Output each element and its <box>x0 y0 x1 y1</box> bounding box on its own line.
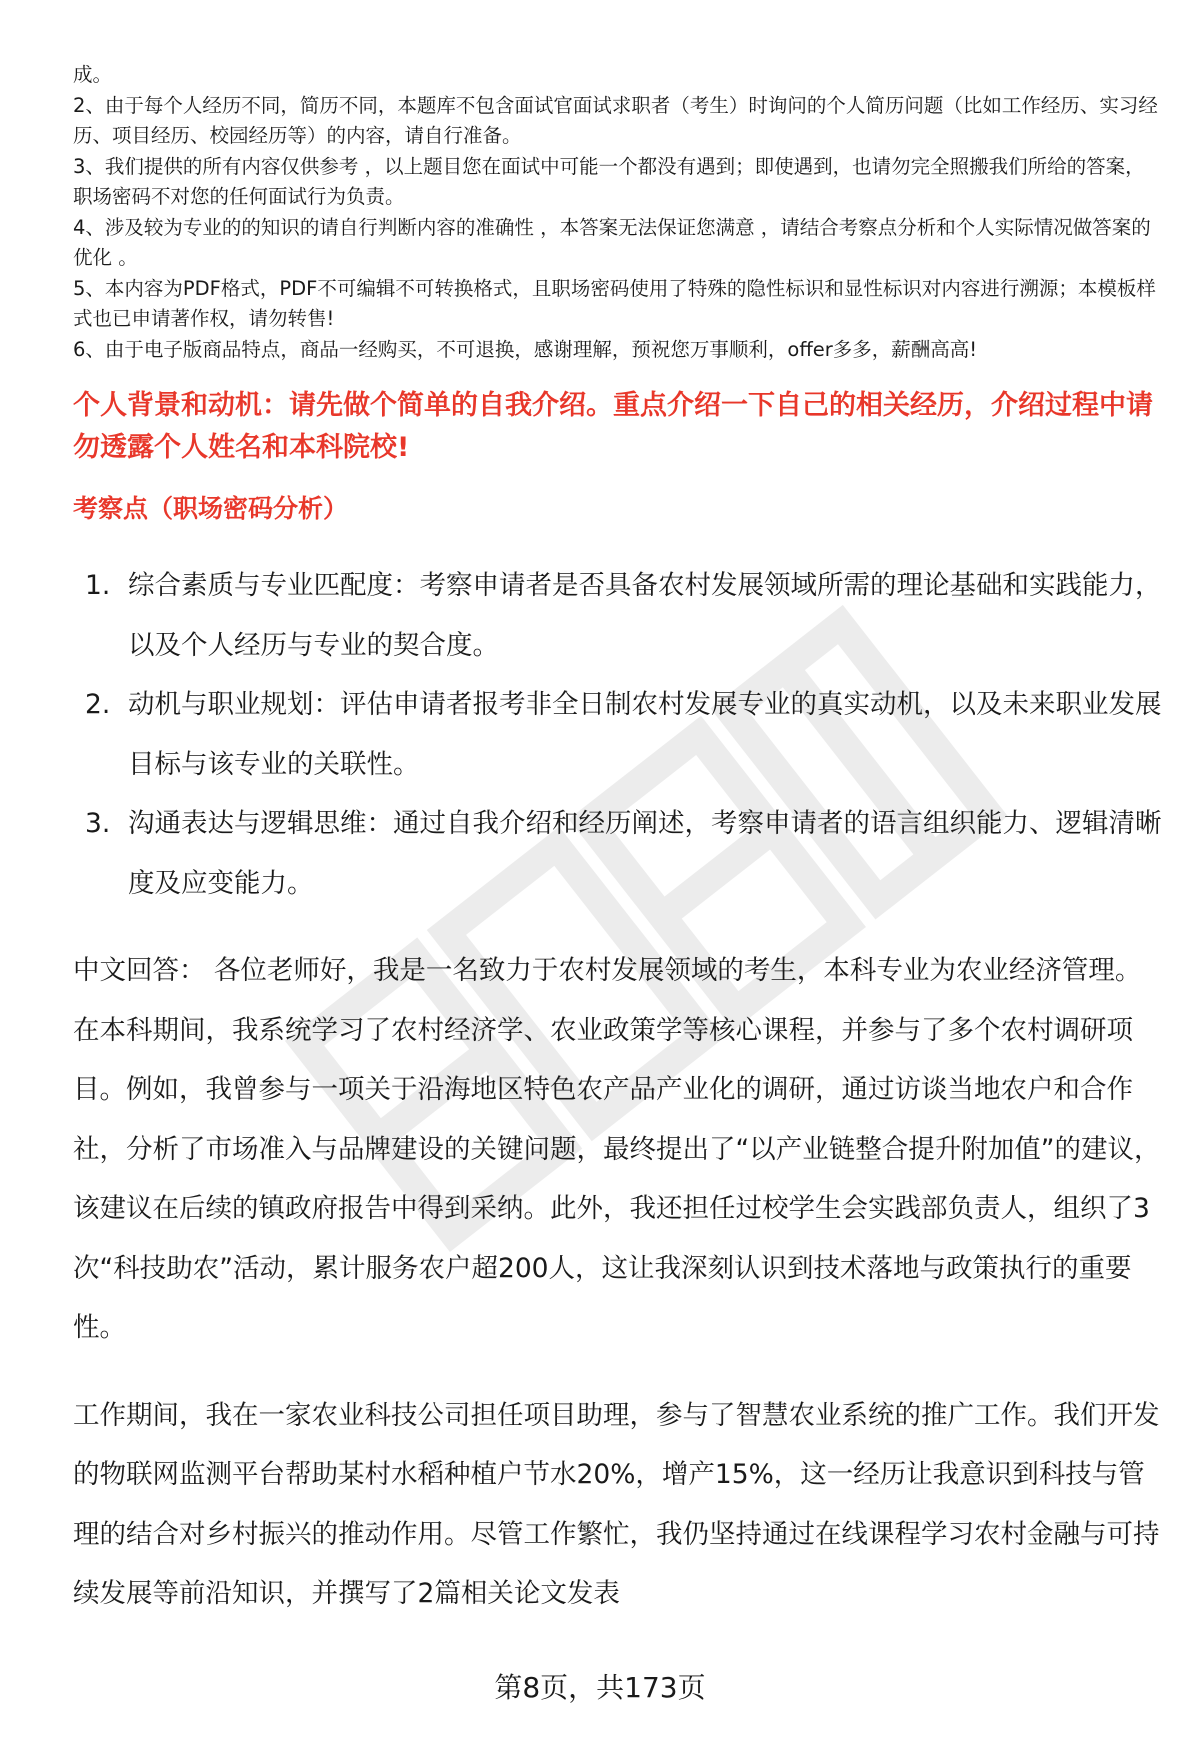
list-text: 综合素质与专业匹配度：考察申请者是否具备农村发展领域所需的理论基础和实践能力，以及个人经历与专业的契合度。 <box>128 570 1162 661</box>
note-line: 2、由于每个人经历不同，简历不同，本题库不包含面试官面试求职者（考生）时询问的个人简历问题（比如工作经历、实习经历、项目经历、校园经历等）的内容，请自行准备。 <box>73 93 1158 147</box>
list-number: 1. <box>85 570 111 601</box>
list-text: 沟通表达与逻辑思维：通过自我介绍和经历阐述，考察申请者的语言组织能力、逻辑清晰度及应变能力。 <box>128 808 1162 899</box>
page-number: 第8页，共173页 <box>494 1671 706 1704</box>
note-line: 成。 <box>73 63 113 86</box>
answer-paragraph: 中文回答： 各位老师好，我是一名致力于农村发展领域的考生，本科专业为农业经济管理。在本科期间，我系统学习了农村经济学、农业政策学等核心课程，并参与了多个农村调研项目。例如，我曾参与一项关于沿海地区特色农产品产业化的调研，通过访谈当地农户和合作社，分析了市场准入与品牌建设的关键问题，最终提出了“以产业链整合提升附加值”的建议，该建议在后续的镇政府报告中得到采纳。此外，我还担任过校学生会实践部负责人，组织了3次“科技助农”活动，累计服务农户超200人，这让我深刻认识到技术落地与政策执行的重要性。 <box>73 955 1161 1343</box>
assessment-points <box>73 556 1163 913</box>
list-item <box>73 794 1163 913</box>
list-number: 3. <box>85 808 111 839</box>
note-line: 6、由于电子版商品特点，商品一经购买，不可退换，感谢理解，预祝您万事顺利，offer多多，薪酬高高! <box>73 337 978 361</box>
list-item <box>73 675 1163 794</box>
section-title: 考察点（职场密码分析） <box>73 494 349 523</box>
list-text: 动机与职业规划：评估申请者报考非全日制农村发展专业的真实动机，以及未来职业发展目标与该专业的关联性。 <box>128 689 1162 780</box>
note-line: 3、我们提供的所有内容仅供参考 ，以上题目您在面试中可能一个都没有遇到；即使遇到，也请勿完全照搬我们所给的答案，职场密码不对您的任何面试行为负责。 <box>73 154 1145 208</box>
list-number: 2. <box>85 689 111 720</box>
answer-paragraph: 工作期间，我在一家农业科技公司担任项目助理，参与了智慧农业系统的推广工作。我们开发的物联网监测平台帮助某村水稻种植户节水20%，增产15%，这一经历让我意识到科技与管理的结合对乡村振兴的推动作用。尽管工作繁忙，我仍坚持通过在线课程学习农村金融与可持续发展等前沿知识，并撰写了2篇相关论文发表 <box>73 1399 1160 1609</box>
answer-body <box>73 941 1163 1624</box>
disclaimer-notes <box>73 60 1163 365</box>
question-heading: 个人背景和动机：请先做个简单的自我介绍。重点介绍一下自己的相关经历，介绍过程中请勿透露个人姓名和本科院校! <box>73 390 1153 463</box>
document-page <box>73 60 1163 1652</box>
list-item <box>73 556 1163 675</box>
note-line: 4、涉及较为专业的的知识的请自行判断内容的准确性 ，本答案无法保证您满意 ，请结合考察点分析和个人实际情况做答案的优化 。 <box>73 215 1151 269</box>
note-line: 5、本内容为PDF格式，PDF不可编辑不可转换格式，且职场密码使用了特殊的隐性标识和显性标识对内容进行溯源；本模板样式也已申请著作权，请勿转售! <box>73 276 1156 330</box>
